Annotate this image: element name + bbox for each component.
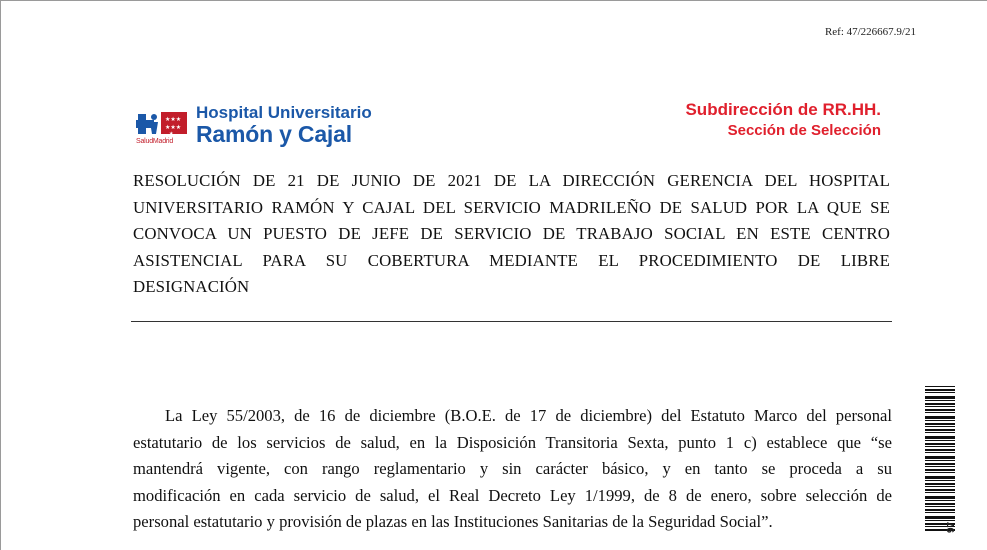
department-name: Subdirección de RR.HH.	[685, 100, 881, 119]
svg-text:★: ★	[169, 131, 174, 137]
horizontal-divider	[131, 321, 892, 322]
title-line: UNIVERSITARIO RAMÓN Y CAJAL DEL SERVICIO MADRILEÑO DE SALUD POR LA QUE SE	[133, 197, 890, 217]
paragraph-line: mantendrá vigente, con rango reglamentario y sin carácter básico, y en tanto se proceda a su	[133, 459, 892, 478]
svg-text:★★★: ★★★	[165, 124, 182, 131]
body-paragraph	[133, 403, 892, 536]
resolution-title	[133, 168, 890, 301]
svg-text:★★★: ★★★	[165, 116, 182, 123]
title-line: ASISTENCIAL PARA SU COBERTURA MEDIANTE EL PROCEDIMIENTO DE LIBRE	[133, 250, 890, 270]
paragraph-line: modificación en cada servicio de salud, el Real Decreto Ley 1/1999, de 8 de enero, sobre selección de	[133, 485, 892, 505]
hospital-logo	[136, 103, 376, 151]
barcode-digits: 97	[946, 521, 957, 533]
title-line: RESOLUCIÓN DE 21 DE JUNIO DE 2021 DE LA DIRECCIÓN GERENCIA DEL HOSPITAL	[133, 171, 890, 190]
barcode-icon	[925, 386, 955, 531]
paragraph-line: La Ley 55/2003, de 16 de diciembre (B.O.E. de 17 de diciembre) del Estatuto Marco del personal	[165, 406, 892, 425]
paragraph-line: personal estatutario y provisión de plazas en las Instituciones Sanitarias de la Seguridad Social”.	[133, 512, 773, 531]
paragraph-line: estatutario de los servicios de salud, en la Disposición Transitoria Sexta, punto 1 c) establece que “se	[133, 432, 892, 452]
logo-title-line2: Ramón y Cajal	[196, 121, 352, 147]
section-name: Sección de Selección	[727, 122, 881, 139]
title-line: CONVOCA UN PUESTO DE JEFE DE SERVICIO DE TRABAJO SOCIAL EN ESTE CENTRO	[133, 224, 890, 243]
logo-title-line1: Hospital Universitario	[196, 103, 372, 122]
department-header	[685, 99, 881, 141]
logo-caption: SaludMadrid	[136, 138, 174, 145]
reference-number: Ref: 47/226667.9/21	[824, 26, 916, 38]
title-line: DESIGNACIÓN	[133, 277, 250, 296]
